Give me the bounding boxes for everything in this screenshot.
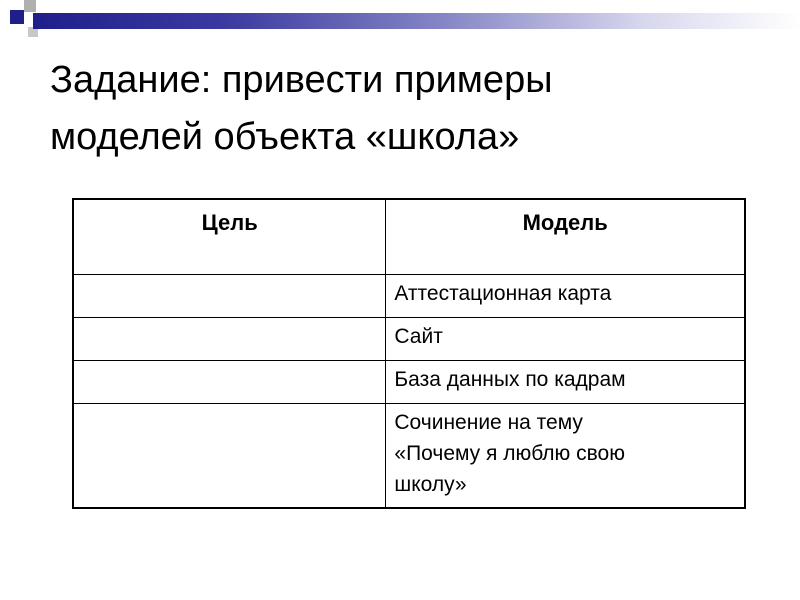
cell-goal — [73, 275, 386, 318]
table-row — [73, 404, 745, 509]
cell-goal — [73, 404, 386, 509]
table-row — [73, 275, 745, 318]
cell-goal — [73, 361, 386, 404]
models-table — [72, 198, 746, 509]
cell-model: База данных по кадрам — [386, 361, 745, 404]
decorative-banner — [0, 0, 800, 44]
table-row — [73, 318, 745, 361]
header-model: Модель — [386, 199, 745, 275]
banner-gradient-bar — [33, 13, 800, 29]
table-row — [73, 361, 745, 404]
banner-square-grey — [24, 0, 36, 12]
cell-model: Сайт — [386, 318, 745, 361]
cell-model: Аттестационная карта — [386, 275, 745, 318]
banner-square-dark — [10, 10, 24, 24]
header-goal: Цель — [73, 199, 386, 275]
table-header-row — [73, 199, 745, 275]
cell-model: Сочинение на тему «Почему я люблю свою школу» — [386, 404, 745, 509]
slide-title: Задание: привести примеры моделей объекта «школа» — [50, 59, 553, 158]
cell-goal — [73, 318, 386, 361]
